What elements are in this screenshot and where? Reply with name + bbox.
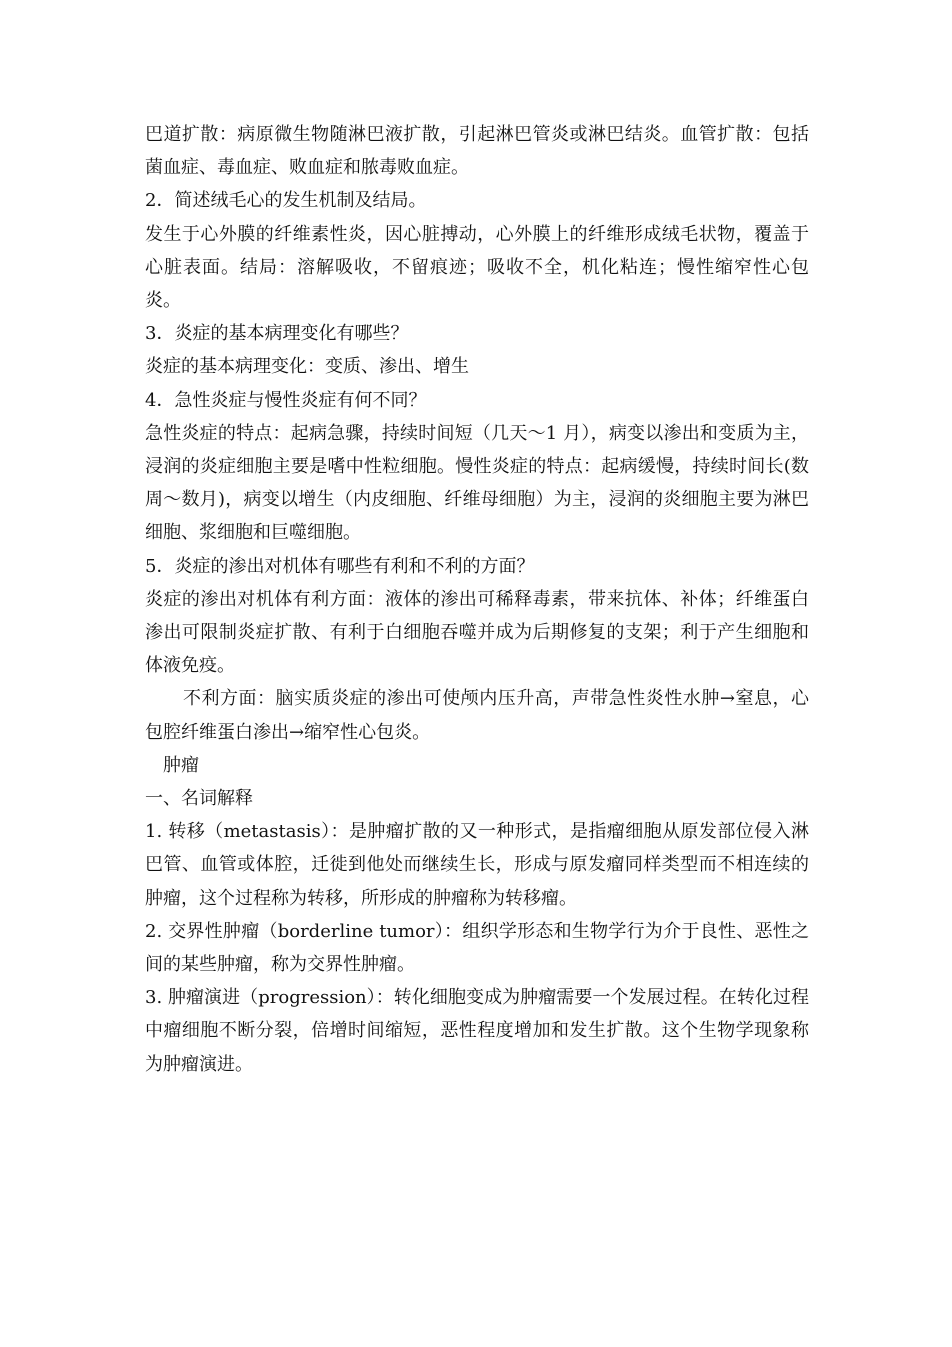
question-5: 5．炎症的渗出对机体有哪些有利和不利的方面？: [145, 555, 535, 577]
answer-3: 炎症的基本病理变化：变质、渗出、增生: [145, 356, 469, 378]
question-2: 2．简述绒毛心的发生机制及结局。: [145, 190, 427, 212]
answer-4: 急性炎症的特点：起病急骤，持续时间短（几天～1 月），病变以渗出和变质为主，浸润的炎症细胞主要是嗜中性粒细胞。慢性炎症的特点：起病缓慢，持续时间长(数周～数月)，病变以增生（内皮细胞、纤维母细胞）为主，浸润的炎细胞主要为淋巴细胞、浆细胞和巨噬细胞。: [145, 422, 809, 544]
answer-5-harms: 不利方面：脑实质炎症的渗出可使颅内压升高，声带急性炎性水肿→窒息，心包腔纤维蛋白渗出→缩窄性心包炎。: [145, 688, 809, 743]
answer-5-benefits: 炎症的渗出对机体有利方面：液体的渗出可稀释毒素，带来抗体、补体；纤维蛋白渗出可限制炎症扩散、有利于白细胞吞噬并成为后期修复的支架；利于产生细胞和体液免疫。: [145, 588, 809, 677]
section-heading: 一、名词解释: [145, 788, 253, 810]
paragraph-lymphatic-spread: 巴道扩散：病原微生物随淋巴液扩散，引起淋巴管炎或淋巴结炎。血管扩散：包括菌血症、毒血症、败血症和脓毒败血症。: [145, 124, 809, 179]
term-metastasis: 1. 转移（metastasis）：是肿瘤扩散的又一种形式，是指瘤细胞从原发部位侵入淋巴管、血管或体腔，迁徙到他处而继续生长，形成与原发瘤同样类型而不相连续的肿瘤，这个过程称为转移，所形成的肿瘤称为转移瘤。: [145, 821, 809, 909]
question-3: 3．炎症的基本病理变化有哪些？: [145, 323, 409, 345]
term-borderline-tumor: 2. 交界性肿瘤（borderline tumor）：组织学形态和生物学行为介于良性、恶性之间的某些肿瘤，称为交界性肿瘤。: [145, 920, 809, 976]
question-4: 4．急性炎症与慢性炎症有何不同？: [145, 389, 427, 411]
chapter-heading: 肿瘤: [163, 754, 199, 776]
answer-2: 发生于心外膜的纤维素性炎，因心脏搏动，心外膜上的纤维形成绒毛状物，覆盖于心脏表面。结局：溶解吸收，不留痕迹；吸收不全，机化粘连；慢性缩窄性心包炎。: [145, 223, 809, 312]
document-body: [145, 118, 809, 1081]
term-progression: 3. 肿瘤演进（progression）：转化细胞变成为肿瘤需要一个发展过程。在转化过程中瘤细胞不断分裂，倍增时间缩短，恶性程度增加和发生扩散。这个生物学现象称为肿瘤演进。: [145, 987, 809, 1075]
